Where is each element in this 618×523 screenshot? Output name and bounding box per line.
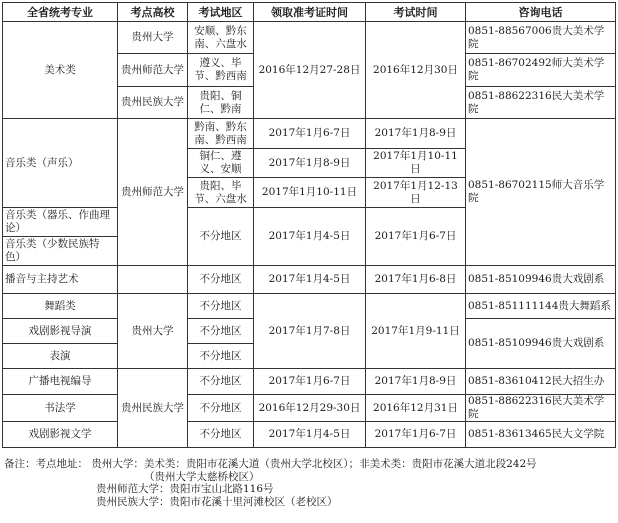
region-cell: 安顺、黔东南、六盘水	[188, 22, 254, 54]
region-cell: 遵义、毕节、黔西南	[188, 54, 254, 87]
region-cell: 不分地区	[188, 208, 254, 266]
table-row	[3, 266, 616, 294]
major-cell: 音乐类（少数民族特色）	[3, 237, 118, 266]
header-region: 考试地区	[188, 3, 254, 22]
school-cell: 贵州民族大学	[118, 369, 188, 448]
region-cell: 贵阳、铜仁、黔南	[188, 87, 254, 119]
region-cell: 不分地区	[188, 319, 254, 344]
school-cell: 贵州大学	[118, 22, 188, 54]
table-row	[3, 369, 616, 395]
ticket-cell: 2016年12月29-30日	[254, 395, 366, 422]
major-cell: 戏剧影视导演	[3, 319, 118, 344]
note-line: 备注：考点地址： 贵州大学：美术类：贵阳市花溪大道（贵州大学北校区）；非美术类：贵阳市花溪大道北段242号	[4, 458, 537, 470]
major-cell: 音乐类（器乐、作曲理论）	[3, 208, 118, 237]
exam-cell: 2017年1月6-7日	[366, 422, 466, 448]
major-cell: 美术类	[3, 22, 118, 119]
table-row	[3, 422, 616, 448]
exam-cell: 2017年1月6-8日	[366, 266, 466, 294]
region-cell: 不分地区	[188, 266, 254, 294]
region-cell: 不分地区	[188, 369, 254, 395]
address-note	[4, 458, 614, 508]
region-cell: 不分地区	[188, 422, 254, 448]
table-row	[3, 22, 616, 54]
exam-cell: 2017年1月8-9日	[366, 369, 466, 395]
school-cell: 贵州民族大学	[118, 87, 188, 119]
region-cell: 铜仁、遵义、安顺	[188, 149, 254, 178]
ticket-cell: 2017年1月10-11日	[254, 178, 366, 208]
phone-cell: 0851-86702115师大音乐学院	[466, 119, 616, 266]
note-line: 贵州师范大学：贵阳市宝山北路116号	[96, 483, 274, 495]
ticket-cell: 2016年12月27-28日	[254, 22, 366, 119]
phone-cell: 0851-85109946贵大戏剧系	[466, 319, 616, 369]
ticket-cell: 2017年1月7-8日	[254, 294, 366, 369]
ticket-cell: 2017年1月8-9日	[254, 149, 366, 178]
phone-cell: 0851-86702492师大美术学院	[466, 54, 616, 87]
exam-cell: 2017年1月10-11日	[366, 149, 466, 178]
ticket-cell: 2017年1月6-7日	[254, 119, 366, 149]
phone-cell: 0851-83610412民大招生办	[466, 369, 616, 395]
header-row	[3, 3, 616, 22]
major-cell: 音乐类（声乐）	[3, 119, 118, 208]
ticket-cell: 2017年1月4-5日	[254, 422, 366, 448]
exam-cell: 2017年1月8-9日	[366, 119, 466, 149]
school-cell: 贵州师范大学	[118, 54, 188, 87]
exam-cell: 2016年12月30日	[366, 22, 466, 119]
schedule-table	[2, 2, 616, 448]
major-cell: 舞蹈类	[3, 294, 118, 319]
note-line: （贵州大学太慈桥校区）	[144, 470, 260, 483]
school-cell: 贵州师范大学	[118, 119, 188, 266]
phone-cell: 0851-88567006贵大美术学院	[466, 22, 616, 54]
major-cell: 表演	[3, 344, 118, 369]
school-cell-empty	[118, 266, 188, 294]
major-cell: 播音与主持艺术	[3, 266, 118, 294]
table-row	[3, 294, 616, 319]
school-cell: 贵州大学	[118, 294, 188, 369]
table-row	[3, 119, 616, 149]
header-exam-time: 考试时间	[366, 3, 466, 22]
major-cell: 广播电视编导	[3, 369, 118, 395]
region-cell: 不分地区	[188, 294, 254, 319]
header-ticket-time: 领取准考证时间	[254, 3, 366, 22]
major-cell: 戏剧影视文学	[3, 422, 118, 448]
region-cell: 黔南、黔东南、黔西南	[188, 119, 254, 149]
ticket-cell: 2017年1月4-5日	[254, 208, 366, 266]
exam-cell: 2017年1月6-7日	[366, 208, 466, 266]
phone-cell: 0851-851111144贵大舞蹈系	[466, 294, 616, 319]
exam-cell: 2017年1月12-13日	[366, 178, 466, 208]
major-cell: 书法学	[3, 395, 118, 422]
region-cell: 不分地区	[188, 344, 254, 369]
table-row	[3, 395, 616, 422]
ticket-cell: 2017年1月6-7日	[254, 369, 366, 395]
header-school: 考点高校	[118, 3, 188, 22]
region-cell: 不分地区	[188, 395, 254, 422]
exam-cell: 2016年12月31日	[366, 395, 466, 422]
phone-cell: 0851-88622316民大美术学院	[466, 395, 616, 422]
header-major: 全省统考专业	[3, 3, 118, 22]
ticket-cell: 2017年1月4-5日	[254, 266, 366, 294]
phone-cell: 0851-83613465民大文学院	[466, 422, 616, 448]
note-line: 贵州民族大学：贵阳市花溪十里河滩校区（老校区）	[96, 495, 338, 508]
phone-cell: 0851-88622316民大美术学院	[466, 87, 616, 119]
exam-cell: 2017年1月9-11日	[366, 294, 466, 369]
phone-cell: 0851-85109946贵大戏剧系	[466, 266, 616, 294]
region-cell: 贵阳、毕节、六盘水	[188, 178, 254, 208]
header-phone: 咨询电话	[466, 3, 616, 22]
